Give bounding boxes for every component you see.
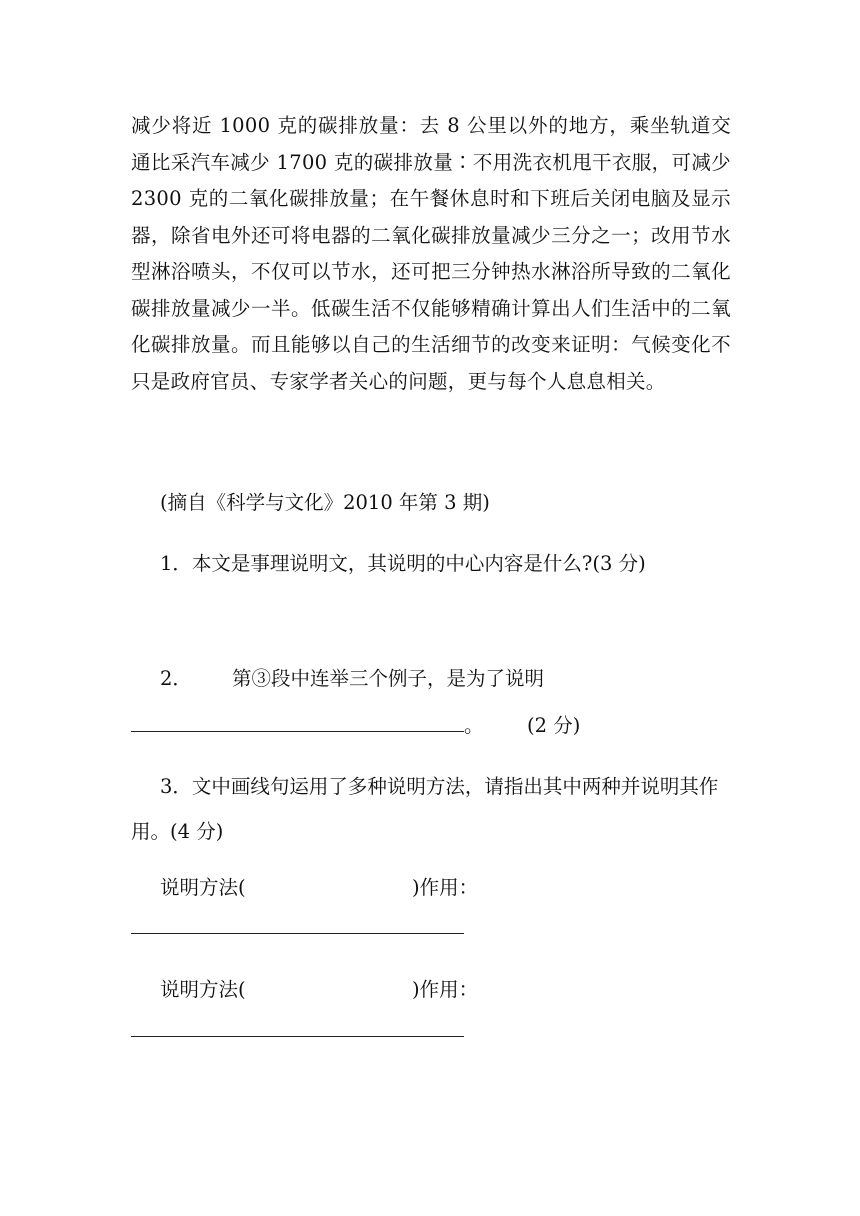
answer-blank-method-1[interactable] bbox=[131, 933, 464, 934]
body-paragraph: 减少将近 1000 克的碳排放量：去 8 公里以外的地方，乘坐轨道交通比采汽车减少 1700 克的碳排放量∶不用洗衣机甩干衣服，可减少 2300 克的二氧化碳排放量；在午餐休息时和下班后关闭电脑及显示器，除省电外还可将电器的二氧化碳排放量减少三分之一；改用节水型淋浴喷头，不仅可以节水，还可把三分钟热水淋浴所导致的二氧化碳排放量减少一半。低碳生活不仅能够精确计算出人们生活中的二氧化碳排放量。而且能够以自己的生活细节的改变来证明：气候变化不只是政府官员、专家学者关心的问题，更与每个人息息相关。 bbox=[131, 114, 731, 393]
effect-label-1: )作用： bbox=[412, 876, 479, 899]
question-2-number: 2． bbox=[160, 667, 192, 690]
answer-blank-q2[interactable] bbox=[131, 731, 464, 732]
method-label-1: 说明方法( bbox=[160, 876, 246, 899]
question-2-text: 第③段中连举三个例子，是为了说明 bbox=[232, 667, 545, 690]
source-citation: (摘自《科学与文化》2010 年第 3 期) bbox=[160, 491, 490, 514]
effect-label-2: )作用： bbox=[412, 978, 479, 1001]
question-3-line2: 用。(4 分) bbox=[131, 820, 224, 843]
question-3-line1: 3．文中画线句运用了多种说明方法，请指出其中两种并说明其作 bbox=[160, 775, 719, 798]
question-1: 1．本文是事理说明文，其说明的中心内容是什么?(3 分) bbox=[160, 552, 646, 575]
method-label-2: 说明方法( bbox=[160, 978, 246, 1001]
question-2-score: (2 分) bbox=[527, 714, 581, 737]
answer-blank-method-2[interactable] bbox=[131, 1036, 464, 1037]
question-2-end: 。 bbox=[464, 714, 484, 737]
